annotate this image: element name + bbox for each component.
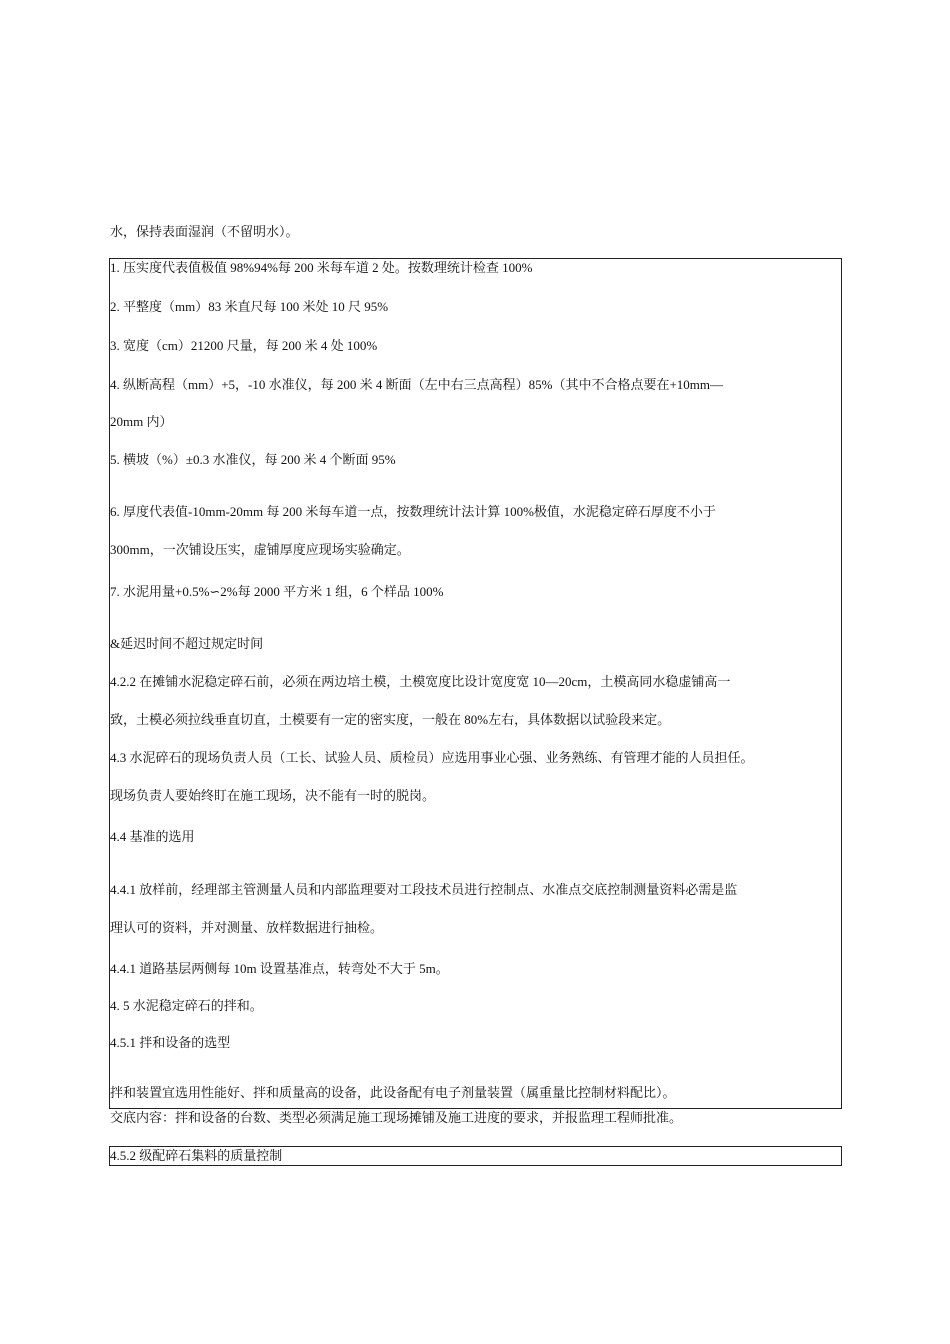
main-box-line-19: 4. 5 水泥稳定碎石的拌和。 [110, 998, 263, 1013]
main-box-line-3: 3. 宽度（cm）21200 尺量，每 200 米 4 处 100% [110, 338, 378, 353]
main-box-line-8: 300mm，一次铺设压实，虚铺厚度应现场实验确定。 [110, 542, 410, 557]
main-box-line-9: 7. 水泥用量+0.5%∽2%每 2000 平方米 1 组，6 个样品 100% [110, 584, 444, 599]
main-box-line-11: 4.2.2 在摊铺水泥稳定碎石前，必须在两边培土模，土模宽度比设计宽度宽 10—20cm，土模高同水稳虚铺高一 [110, 674, 731, 689]
main-box-line-1: 1. 压实度代表值极值 98%94%每 200 米每车道 2 处。按数理统计检查 100% [110, 260, 533, 275]
main-box-line-21: 拌和装置宜选用性能好、拌和质量高的设备，此设备配有电子剂量装置（属重量比控制材料配比）。 [110, 1085, 676, 1100]
main-box-line-16: 4.4.1 放样前，经理部主管测量人员和内部监理要对工段技术员进行控制点、水准点交底控制测量资料必需是监 [110, 882, 738, 897]
main-box-line-15: 4.4 基准的选用 [110, 829, 195, 844]
main-box-line-17: 理认可的资料，并对测量、放样数据进行抽检。 [110, 920, 384, 935]
main-box-line-7: 6. 厚度代表值-10mm-20mm 每 200 米每车道一点，按数理统计法计算 100%极值，水泥稳定碎石厚度不小于 [110, 504, 716, 519]
main-box-line-5: 20mm 内） [110, 414, 173, 429]
outside-box-line: 交底内容：拌和设备的台数、类型必须满足施工现场摊铺及施工进度的要求，并报监理工程师批准。 [110, 1110, 683, 1125]
main-box-line-20: 4.5.1 拌和设备的选型 [110, 1035, 231, 1050]
bottom-box-line: 4.5.2 级配碎石集料的质量控制 [110, 1148, 283, 1163]
main-box-line-13: 4.3 水泥碎石的现场负责人员（工长、试验人员、质检员）应选用事业心强、业务熟练、有管理才能的人员担任。 [110, 750, 754, 765]
main-box-line-10: &延迟时间不超过规定时间 [110, 636, 264, 651]
main-box-line-6: 5. 横坡（%）±0.3 水准仪，每 200 米 4 个断面 95% [110, 452, 396, 467]
main-box-line-12: 致，土模必须拉线垂直切直，土模要有一定的密实度，一般在 80%左右，具体数据以试验段来定。 [110, 712, 671, 727]
main-box-line-14: 现场负责人要始终盯在施工现场，决不能有一时的脱岗。 [110, 788, 436, 803]
main-box-line-4: 4. 纵断高程（mm）+5，-10 水准仪，每 200 米 4 断面（左中右三点高程）85%（其中不合格点要在+10mm— [110, 377, 724, 392]
main-box-line-18: 4.4.1 道路基层两侧每 10m 设置基准点，转弯处不大于 5m。 [110, 961, 449, 976]
intro-line: 水，保持表面湿润（不留明水）。 [110, 224, 299, 239]
main-box-line-2: 2. 平整度（mm）83 米直尺每 100 米处 10 尺 95% [110, 299, 389, 314]
